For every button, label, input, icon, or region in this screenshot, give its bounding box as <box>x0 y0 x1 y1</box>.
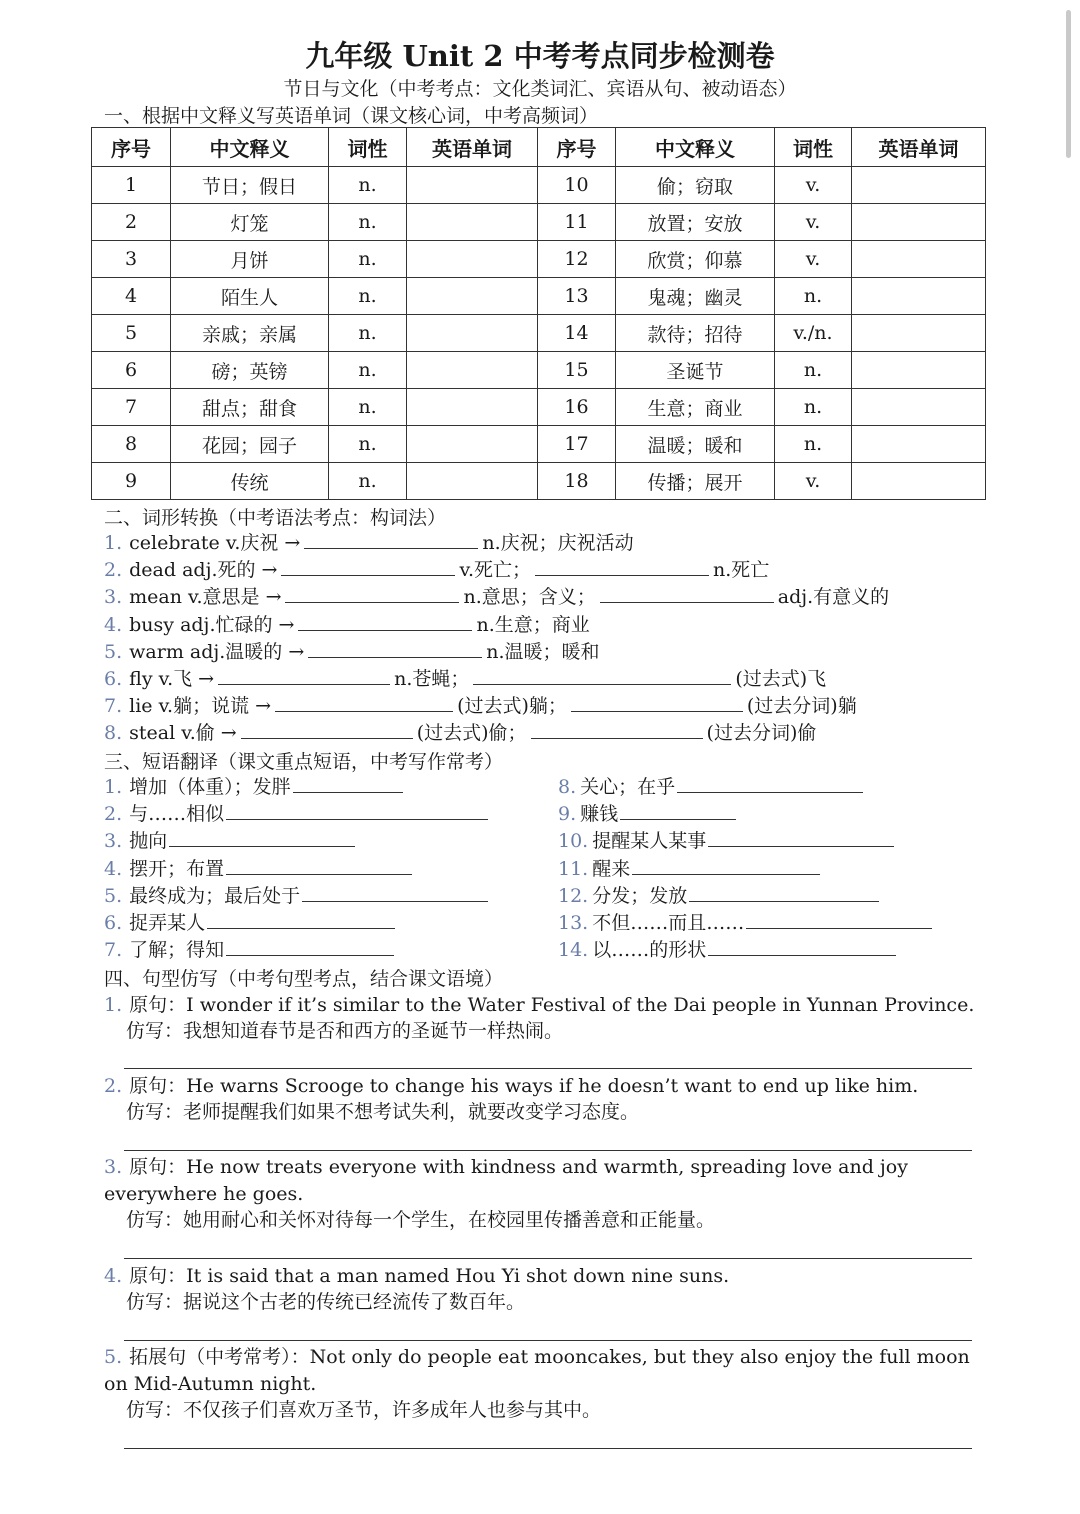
vocab-row <box>92 204 986 241</box>
sentence-text: I wonder if it’s similar to the Water Festival of the Dai people in Yunnan Province. <box>186 994 975 1016</box>
item-number: 2. <box>104 803 123 826</box>
row-number: 8 <box>92 426 171 463</box>
phrase-item <box>104 883 488 908</box>
item-number: 6. <box>104 912 123 934</box>
sentence-label: 原句： <box>129 994 187 1016</box>
header-english: 英语单词 <box>407 128 538 167</box>
vocab-header-row <box>92 128 986 167</box>
phrase-item <box>104 910 395 935</box>
chinese-meaning: 温暖；暖和 <box>616 426 775 463</box>
phrase-text: 与……相似 <box>129 803 225 826</box>
part-of-speech: n. <box>329 315 407 352</box>
word-form-target: adj.有意义的 <box>777 586 890 609</box>
item-number: 14. <box>558 939 589 962</box>
imitation-prompt <box>126 1100 639 1124</box>
item-number: 7. <box>104 939 123 962</box>
item-number: 3. <box>104 1156 123 1178</box>
chinese-meaning: 节日；假日 <box>171 167 329 204</box>
sentence-label: 拓展句（中考常考）： <box>129 1346 310 1368</box>
answer-blank[interactable] <box>218 666 390 685</box>
chinese-meaning: 传统 <box>171 463 329 500</box>
chinese-meaning: 甜点；甜食 <box>171 389 329 426</box>
sentence-text: He now treats everyone with kindness and warmth, spreading love and joy everywhere he goes. <box>104 1156 908 1205</box>
answer-line[interactable] <box>124 1340 972 1341</box>
word-form-prompt: mean v.意思是 → <box>129 586 282 609</box>
item-number: 6. <box>104 668 123 690</box>
chinese-meaning: 圣诞节 <box>616 352 775 389</box>
word-form-item <box>104 530 634 555</box>
chinese-meaning: 放置；安放 <box>616 204 775 241</box>
imitation-label: 仿写： <box>126 1101 184 1123</box>
item-number: 4. <box>104 857 123 880</box>
english-answer-cell[interactable] <box>407 278 538 315</box>
word-form-item <box>104 666 826 691</box>
phrase-text: 醒来 <box>592 857 631 880</box>
phrase-text: 增加（体重）；发胖 <box>129 776 291 798</box>
answer-blank[interactable] <box>226 801 488 820</box>
phrase-item <box>558 937 896 962</box>
part-of-speech: n. <box>329 426 407 463</box>
sentence-label: 原句： <box>129 1156 187 1178</box>
imitation-text: 我想知道春节是否和西方的圣诞节一样热闹。 <box>183 1020 564 1042</box>
section-2-heading: 二、词形转换（中考语法考点：构词法） <box>104 507 447 529</box>
english-answer-cell[interactable] <box>852 278 986 315</box>
phrase-item <box>558 801 736 826</box>
part-of-speech: v. <box>775 463 852 500</box>
answer-blank[interactable] <box>677 774 863 793</box>
vocab-row <box>92 278 986 315</box>
word-form-item <box>104 557 769 582</box>
row-number: 4 <box>92 278 171 315</box>
sentence-text: Not only do people eat mooncakes, but they also enjoy the full moon on Mid-Autumn night. <box>104 1346 970 1395</box>
phrase-text: 分发；发放 <box>592 884 688 907</box>
answer-line[interactable] <box>124 1150 972 1151</box>
phrase-item <box>558 828 894 853</box>
english-answer-cell[interactable] <box>407 389 538 426</box>
english-answer-cell[interactable] <box>407 204 538 241</box>
item-number: 5. <box>104 1346 123 1368</box>
answer-blank[interactable] <box>285 584 459 603</box>
phrase-item <box>558 774 863 799</box>
section-3-heading: 三、短语翻译（课文重点短语，中考写作常考） <box>104 751 504 773</box>
part-of-speech: n. <box>329 278 407 315</box>
item-number: 8. <box>104 722 123 745</box>
vocab-row <box>92 463 986 500</box>
answer-blank[interactable] <box>746 910 932 929</box>
item-number: 9. <box>558 803 577 826</box>
answer-blank[interactable] <box>308 639 482 658</box>
answer-blank[interactable] <box>207 910 395 929</box>
word-form-target: n.意思；含义； <box>463 586 596 609</box>
answer-blank[interactable] <box>226 856 412 875</box>
english-answer-cell[interactable] <box>407 167 538 204</box>
answer-blank[interactable] <box>689 883 879 902</box>
vocab-table <box>91 127 986 500</box>
header-pos: 词性 <box>775 128 852 167</box>
word-form-target: n.庆祝；庆祝活动 <box>482 532 634 554</box>
item-number: 12. <box>558 884 589 907</box>
item-number: 13. <box>558 912 589 934</box>
answer-line[interactable] <box>124 1068 972 1069</box>
chinese-meaning: 传播；展开 <box>616 463 775 500</box>
header-number: 序号 <box>92 128 171 167</box>
header-number: 序号 <box>538 128 616 167</box>
part-of-speech: n. <box>329 463 407 500</box>
vocab-row <box>92 167 986 204</box>
header-chinese: 中文释义 <box>616 128 775 167</box>
header-chinese: 中文释义 <box>171 128 329 167</box>
answer-blank[interactable] <box>302 883 488 902</box>
word-form-target: (过去分词)偷 <box>706 722 817 745</box>
row-number: 15 <box>538 352 616 389</box>
imitation-prompt <box>126 1208 715 1232</box>
chinese-meaning: 款待；招待 <box>616 315 775 352</box>
header-english: 英语单词 <box>852 128 986 167</box>
answer-blank[interactable] <box>275 693 453 712</box>
page-title: 九年级 Unit 2 中考考点同步检测卷 <box>305 39 775 73</box>
chinese-meaning: 花园；园子 <box>171 426 329 463</box>
english-answer-cell[interactable] <box>407 463 538 500</box>
answer-line[interactable] <box>124 1448 972 1449</box>
imitation-prompt <box>126 1019 563 1043</box>
chinese-meaning: 磅；英镑 <box>171 352 329 389</box>
phrase-text: 关心；在乎 <box>580 776 676 798</box>
answer-blank[interactable] <box>531 720 703 739</box>
answer-blank[interactable] <box>281 557 455 576</box>
phrase-item <box>104 856 412 881</box>
scrollbar[interactable] <box>1066 10 1071 158</box>
part-of-speech: v. <box>775 204 852 241</box>
phrase-item <box>104 801 488 826</box>
english-answer-cell[interactable] <box>407 426 538 463</box>
part-of-speech: n. <box>329 167 407 204</box>
header-pos: 词性 <box>329 128 407 167</box>
answer-blank[interactable] <box>304 530 478 549</box>
word-form-target: (过去式)飞 <box>735 668 827 690</box>
item-number: 8. <box>558 776 577 798</box>
row-number: 2 <box>92 204 171 241</box>
item-number: 10. <box>558 830 589 853</box>
word-form-item <box>104 720 816 745</box>
imitation-label: 仿写： <box>126 1291 184 1313</box>
imitation-text: 据说这个古老的传统已经流传了数百年。 <box>183 1291 526 1313</box>
row-number: 1 <box>92 167 171 204</box>
part-of-speech: v. <box>775 241 852 278</box>
english-answer-cell[interactable] <box>852 352 986 389</box>
imitation-label: 仿写： <box>126 1209 184 1231</box>
answer-blank[interactable] <box>535 557 709 576</box>
answer-blank[interactable] <box>620 801 736 820</box>
item-number: 2. <box>104 559 123 582</box>
imitation-prompt <box>126 1290 525 1314</box>
word-form-target: n.死亡 <box>713 559 770 582</box>
row-number: 5 <box>92 315 171 352</box>
part-of-speech: n. <box>775 426 852 463</box>
section-4-heading: 四、句型仿写（中考句型考点，结合课文语境） <box>104 968 504 990</box>
row-number: 17 <box>538 426 616 463</box>
word-form-prompt: lie v.躺；说谎 → <box>129 695 272 718</box>
english-answer-cell[interactable] <box>852 167 986 204</box>
word-form-prompt: busy adj.忙碌的 → <box>129 613 295 636</box>
item-number: 4. <box>104 1265 123 1287</box>
row-number: 16 <box>538 389 616 426</box>
phrase-item <box>558 910 932 935</box>
word-form-target: (过去式)躺； <box>457 695 567 718</box>
word-form-prompt: warm adj.温暖的 → <box>129 640 305 663</box>
item-number: 3. <box>104 586 123 609</box>
word-form-target: v.死亡； <box>459 559 531 582</box>
part-of-speech: n. <box>329 352 407 389</box>
row-number: 10 <box>538 167 616 204</box>
row-number: 6 <box>92 352 171 389</box>
original-sentence <box>104 1154 984 1208</box>
sentence-text: It is said that a man named Hou Yi shot down nine suns. <box>186 1265 730 1287</box>
original-sentence <box>104 1073 984 1100</box>
word-form-target: (过去分词)躺 <box>746 695 857 718</box>
word-form-target: n.生意；商业 <box>476 613 590 636</box>
row-number: 13 <box>538 278 616 315</box>
phrase-text: 最终成为；最后处于 <box>129 884 301 907</box>
chinese-meaning: 偷；窃取 <box>616 167 775 204</box>
phrase-item <box>558 856 820 881</box>
item-number: 4. <box>104 613 123 636</box>
answer-blank[interactable] <box>708 828 894 847</box>
chinese-meaning: 亲戚；亲属 <box>171 315 329 352</box>
imitation-prompt <box>126 1398 601 1422</box>
part-of-speech: n. <box>775 389 852 426</box>
sentence-label: 原句： <box>129 1265 187 1287</box>
imitation-text: 老师提醒我们如果不想考试失利，就要改变学习态度。 <box>183 1101 640 1123</box>
item-number: 1. <box>104 994 123 1016</box>
imitation-text: 她用耐心和关怀对待每一个学生，在校园里传播善意和正能量。 <box>183 1209 716 1231</box>
chinese-meaning: 灯笼 <box>171 204 329 241</box>
phrase-text: 了解；得知 <box>129 939 225 962</box>
part-of-speech: v./n. <box>775 315 852 352</box>
answer-blank[interactable] <box>241 720 413 739</box>
part-of-speech: n. <box>329 389 407 426</box>
page-subtitle: 节日与文化（中考考点：文化类词汇、宾语从句、被动语态） <box>283 78 797 100</box>
phrase-item <box>104 937 394 962</box>
answer-blank[interactable] <box>293 774 403 793</box>
original-sentence <box>104 992 984 1019</box>
english-answer-cell[interactable] <box>852 389 986 426</box>
item-number: 1. <box>104 532 123 554</box>
phrase-text: 摆开；布置 <box>129 857 225 880</box>
phrase-item <box>104 774 403 799</box>
sentence-text: He warns Scrooge to change his ways if he doesn’t want to end up like him. <box>186 1075 919 1097</box>
row-number: 7 <box>92 389 171 426</box>
original-sentence <box>104 1344 984 1398</box>
word-form-item <box>104 693 857 718</box>
answer-blank[interactable] <box>632 856 820 875</box>
phrase-text: 以……的形状 <box>592 939 707 962</box>
imitation-text: 不仅孩子们喜欢万圣节，许多成年人也参与其中。 <box>183 1399 602 1421</box>
phrase-item <box>558 883 879 908</box>
word-form-prompt: steal v.偷 → <box>129 722 237 745</box>
answer-blank[interactable] <box>169 828 355 847</box>
vocab-row <box>92 241 986 278</box>
part-of-speech: n. <box>775 352 852 389</box>
part-of-speech: n. <box>775 278 852 315</box>
chinese-meaning: 生意；商业 <box>616 389 775 426</box>
row-number: 14 <box>538 315 616 352</box>
english-answer-cell[interactable] <box>852 204 986 241</box>
english-answer-cell[interactable] <box>852 426 986 463</box>
english-answer-cell[interactable] <box>407 241 538 278</box>
phrase-text: 捉弄某人 <box>129 912 206 934</box>
row-number: 11 <box>538 204 616 241</box>
word-form-item <box>104 612 590 637</box>
phrase-text: 赚钱 <box>580 803 619 826</box>
english-answer-cell[interactable] <box>852 315 986 352</box>
word-form-target: (过去式)偷； <box>416 722 527 745</box>
word-form-item <box>104 639 600 664</box>
row-number: 9 <box>92 463 171 500</box>
answer-line[interactable] <box>124 1258 972 1259</box>
chinese-meaning: 鬼魂；幽灵 <box>616 278 775 315</box>
word-form-item <box>104 584 889 609</box>
vocab-row <box>92 389 986 426</box>
item-number: 5. <box>104 640 123 663</box>
part-of-speech: n. <box>329 241 407 278</box>
english-answer-cell[interactable] <box>852 463 986 500</box>
row-number: 12 <box>538 241 616 278</box>
chinese-meaning: 陌生人 <box>171 278 329 315</box>
chinese-meaning: 月饼 <box>171 241 329 278</box>
item-number: 1. <box>104 776 123 798</box>
item-number: 7. <box>104 695 123 718</box>
vocab-row <box>92 352 986 389</box>
item-number: 2. <box>104 1075 123 1097</box>
row-number: 18 <box>538 463 616 500</box>
part-of-speech: v. <box>775 167 852 204</box>
phrase-text: 不但……而且…… <box>592 912 745 934</box>
item-number: 3. <box>104 830 123 853</box>
english-answer-cell[interactable] <box>407 352 538 389</box>
sentence-label: 原句： <box>129 1075 187 1097</box>
english-answer-cell[interactable] <box>407 315 538 352</box>
phrase-text: 提醒某人某事 <box>592 830 707 853</box>
phrase-item <box>104 828 355 853</box>
chinese-meaning: 欣赏；仰慕 <box>616 241 775 278</box>
vocab-row <box>92 315 986 352</box>
original-sentence <box>104 1263 984 1290</box>
vocab-row <box>92 426 986 463</box>
word-form-target: n.苍蝇； <box>394 668 470 690</box>
answer-blank[interactable] <box>708 937 896 956</box>
phrase-text: 抛向 <box>129 830 168 853</box>
row-number: 3 <box>92 241 171 278</box>
word-form-prompt: celebrate v.庆祝 → <box>129 532 301 554</box>
answer-blank[interactable] <box>600 584 774 603</box>
item-number: 5. <box>104 884 123 907</box>
answer-blank[interactable] <box>571 693 743 712</box>
word-form-prompt: dead adj.死的 → <box>129 559 278 582</box>
section-1-heading: 一、根据中文释义写英语单词（课文核心词，中考高频词） <box>104 105 599 127</box>
word-form-prompt: fly v.飞 → <box>129 668 215 690</box>
item-number: 11. <box>558 857 589 880</box>
part-of-speech: n. <box>329 204 407 241</box>
imitation-label: 仿写： <box>126 1399 184 1421</box>
imitation-label: 仿写： <box>126 1020 184 1042</box>
english-answer-cell[interactable] <box>852 241 986 278</box>
answer-blank[interactable] <box>226 937 394 956</box>
answer-blank[interactable] <box>298 612 472 631</box>
word-form-target: n.温暖；暖和 <box>486 640 600 663</box>
answer-blank[interactable] <box>473 666 731 685</box>
